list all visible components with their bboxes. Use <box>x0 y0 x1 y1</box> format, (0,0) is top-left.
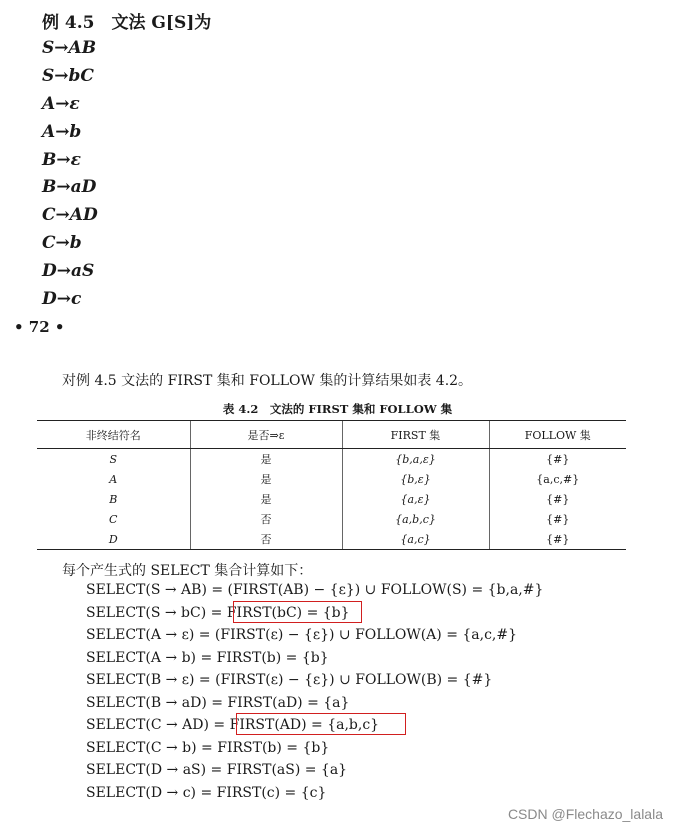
grammar-rule: A→ε <box>42 94 80 114</box>
select-line: SELECT(A → b) = FIRST(b) = {b} <box>86 650 329 666</box>
cell-nonterminal: B <box>109 492 118 506</box>
table-row <box>37 529 626 550</box>
header-follow-set: FOLLOW 集 <box>489 421 626 449</box>
highlight-box-first-ad <box>236 713 406 735</box>
grammar-rule: D→aS <box>42 261 95 281</box>
select-line: SELECT(C → b) = FIRST(b) = {b} <box>86 740 330 756</box>
example-title: 例 4.5 文法 G[S]为 <box>42 13 212 33</box>
table-row <box>37 509 626 529</box>
select-line: SELECT(A → ε) = (FIRST(ε) − {ε}) ∪ FOLLOW(A) = {a,c,#} <box>86 627 518 643</box>
cell-follow-set: {a,c,#} <box>489 469 626 489</box>
grammar-rule: C→b <box>42 233 82 253</box>
highlight-box-first-bc <box>233 601 362 623</box>
table-row <box>37 449 626 470</box>
select-line: SELECT(S → bC) = FIRST(bC) = {b} <box>86 605 350 621</box>
select-line: SELECT(B → aD) = FIRST(aD) = {a} <box>86 695 350 711</box>
cell-follow-set: {#} <box>489 489 626 509</box>
cell-nonterminal: A <box>109 472 118 486</box>
cell-follow-set: {#} <box>489 509 626 529</box>
cell-first-set: {a,ε} <box>342 489 489 509</box>
select-line: SELECT(D → aS) = FIRST(aS) = {a} <box>86 762 348 778</box>
select-line: SELECT(C → AD) = FIRST(AD) = {a,b,c} <box>86 717 380 733</box>
cell-derives-epsilon: 是 <box>190 489 342 509</box>
select-line: SELECT(B → ε) = (FIRST(ε) − {ε}) ∪ FOLLOW(B) = {#} <box>86 672 493 688</box>
header-nonterminal: 非终结符名 <box>37 421 190 449</box>
intro-paragraph: 对例 4.5 文法的 FIRST 集和 FOLLOW 集的计算结果如表 4.2。 <box>62 373 473 389</box>
select-line: SELECT(D → c) = FIRST(c) = {c} <box>86 785 327 801</box>
grammar-rule: B→aD <box>42 177 97 197</box>
grammar-rule: B→ε <box>42 150 81 170</box>
select-line: SELECT(S → AB) = (FIRST(AB) − {ε}) ∪ FOLLOW(S) = {b,a,#} <box>86 582 544 598</box>
grammar-rule: D→c <box>42 289 82 309</box>
cell-nonterminal: S <box>109 452 118 466</box>
grammar-rule: A→b <box>42 122 82 142</box>
cell-derives-epsilon: 是 <box>190 449 342 470</box>
grammar-rule: C→AD <box>42 205 98 225</box>
select-heading: 每个产生式的 SELECT 集合计算如下： <box>62 563 313 579</box>
table-row <box>37 489 626 509</box>
cell-derives-epsilon: 否 <box>190 509 342 529</box>
header-derives-epsilon: 是否⇒ε <box>190 421 342 449</box>
watermark: CSDN @Flechazo_lalala <box>507 806 663 822</box>
cell-first-set: {a,c} <box>342 529 489 550</box>
cell-first-set: {b,a,ε} <box>342 449 489 470</box>
table-row <box>37 469 626 489</box>
cell-follow-set: {#} <box>489 529 626 550</box>
cell-follow-set: {#} <box>489 449 626 470</box>
grammar-rule: S→AB <box>42 38 97 58</box>
table-header-row <box>37 421 626 449</box>
cell-first-set: {b,ε} <box>342 469 489 489</box>
cell-derives-epsilon: 是 <box>190 469 342 489</box>
cell-derives-epsilon: 否 <box>190 529 342 550</box>
page-number: • 72 • <box>14 318 65 336</box>
cell-first-set: {a,b,c} <box>342 509 489 529</box>
grammar-rule: S→bC <box>42 66 94 86</box>
table-caption: 表 4.2 文法的 FIRST 集和 FOLLOW 集 <box>222 402 453 416</box>
cell-nonterminal: C <box>109 512 118 526</box>
first-follow-table <box>37 420 626 550</box>
cell-nonterminal: D <box>37 529 190 550</box>
header-first-set: FIRST 集 <box>342 421 489 449</box>
